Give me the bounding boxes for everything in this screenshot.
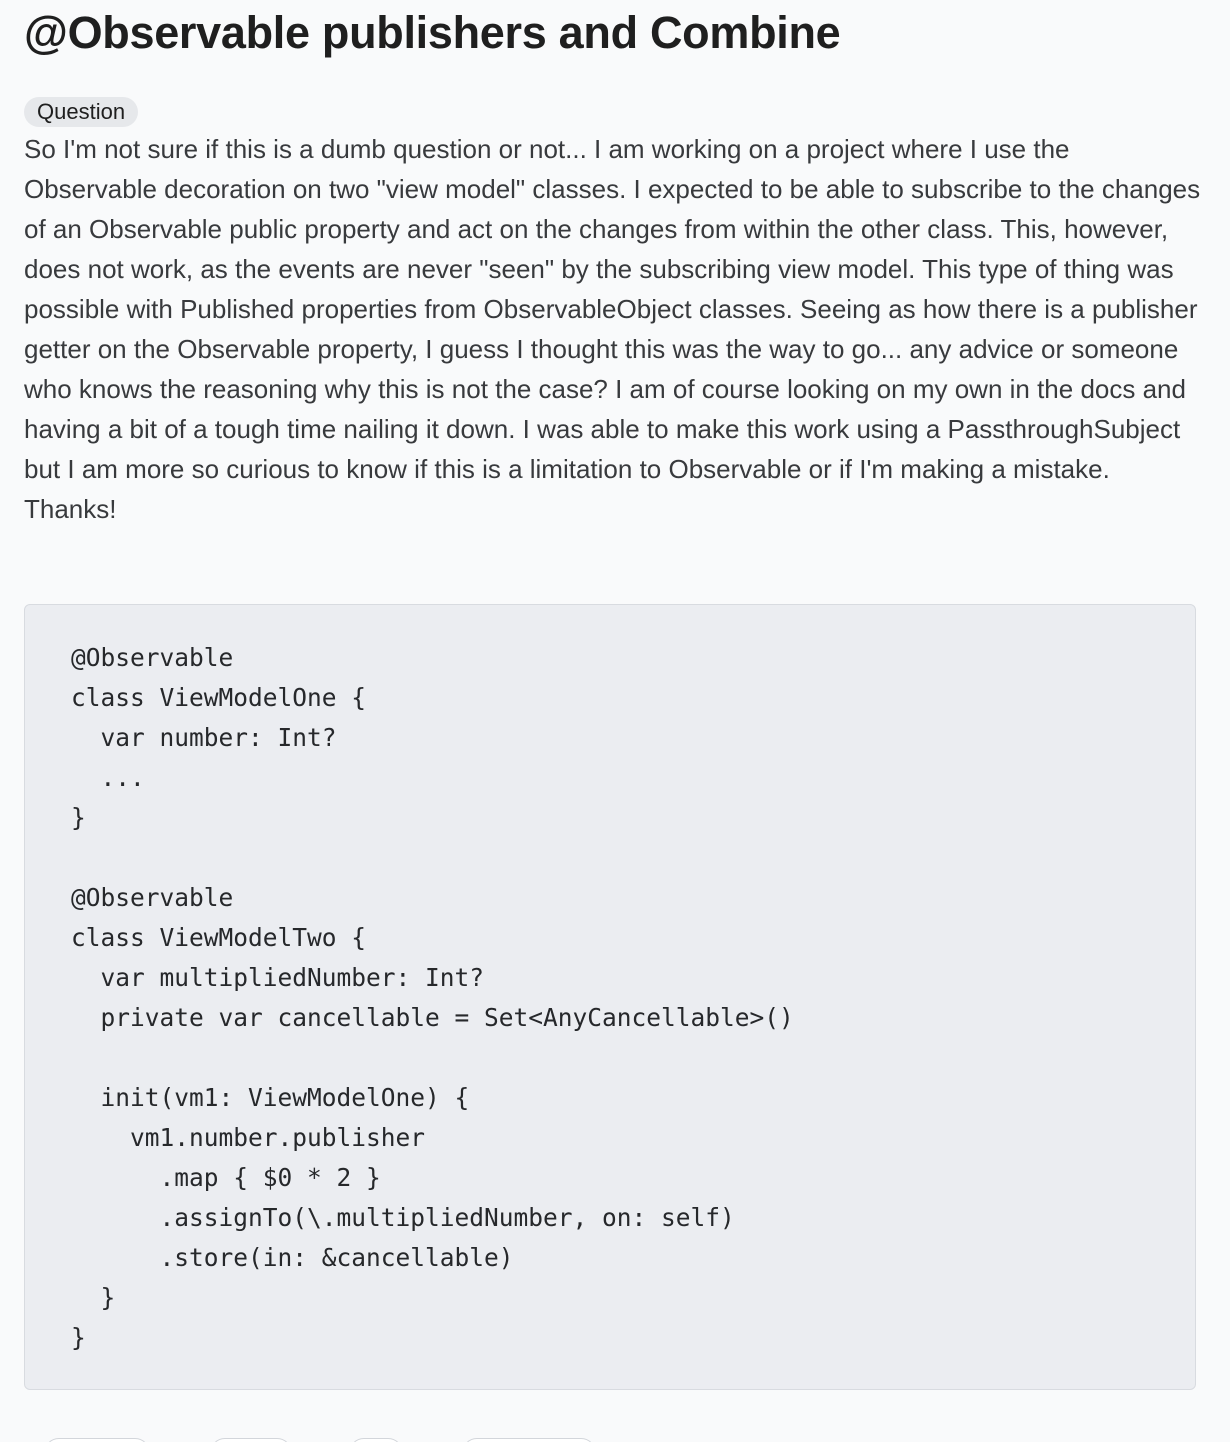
post-container: [24, 0, 1204, 1352]
code-block: [24, 604, 1196, 1390]
code-snippet: @Observable class ViewModelOne { var number: Int? ... } @Observable class ViewModelTwo { var multipliedNumber: Int? private var cancellable = Set<AnyCancellable>() init(vm1: ViewModelOne) { vm1.number.publisher .map { $0 * 2 } .assignTo(\.multipliedNumber, on: self) .store(in: &cancellable) } }: [71, 643, 794, 1352]
reaction-button[interactable]: [44, 1438, 150, 1442]
reaction-button[interactable]: [210, 1438, 292, 1442]
reaction-button[interactable]: [462, 1438, 596, 1442]
post-title: @Observable publishers and Combine: [24, 7, 841, 58]
question-tag[interactable]: Question: [24, 97, 138, 127]
reaction-button[interactable]: [349, 1438, 403, 1442]
post-actions-row: [24, 1430, 1204, 1442]
post-body: So I'm not sure if this is a dumb question or not... I am working on a project where I use the Observable decoration on two "view model" classes. I expected to be able to subscribe to the changes of an Observable public property and act on the changes from within the other class. This, however, does not work, as the events are never "seen" by the subscribing view model. This type of thing was possible with Published properties from ObservableObject classes. Seeing as how there is a publisher getter on the Observable property, I guess I thought this was the way to go... any advice or someone who knows the reasoning why this is not the case? I am of course looking on my own in the docs and having a bit of a tough time nailing it down. I was able to make this work using a PassthroughSubject but I am more so curious to know if this is a limitation to Observable or if I'm making a mistake. Thanks!: [24, 134, 1201, 524]
